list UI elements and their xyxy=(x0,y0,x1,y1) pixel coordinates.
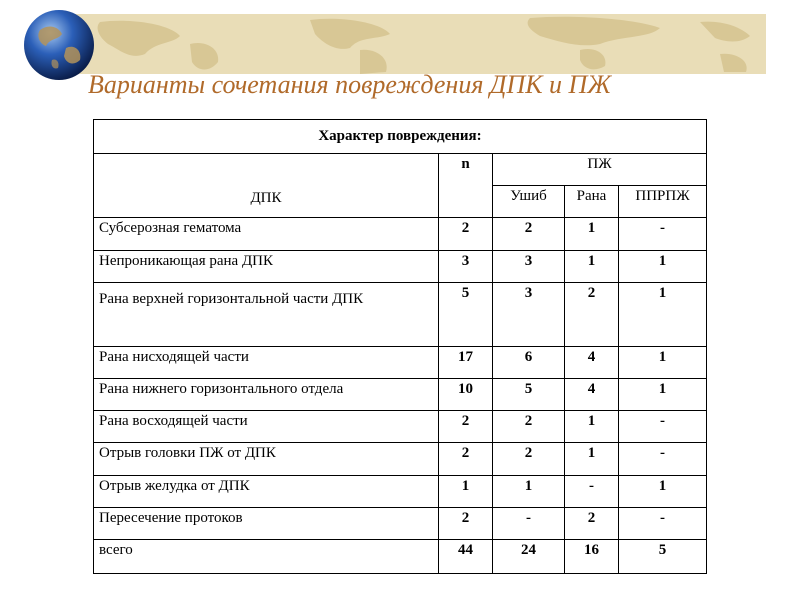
row-label: Рана верхней горизонтальной части ДПК xyxy=(94,282,439,346)
total-wound: 16 xyxy=(565,539,619,573)
header-banner xyxy=(60,14,766,74)
row-label: Отрыв головки ПЖ от ДПК xyxy=(94,443,439,475)
cell-n: 2 xyxy=(439,411,493,443)
cell-pprpzh: - xyxy=(619,443,707,475)
total-n: 44 xyxy=(439,539,493,573)
table-caption: Характер повреждения: xyxy=(94,120,707,154)
table-header-row xyxy=(94,154,707,186)
cell-wound: 4 xyxy=(565,346,619,378)
cell-n: 10 xyxy=(439,379,493,411)
cell-wound: 1 xyxy=(565,411,619,443)
cell-contusion: 2 xyxy=(493,411,565,443)
table-row xyxy=(94,218,707,250)
cell-n: 1 xyxy=(439,475,493,507)
cell-contusion: 3 xyxy=(493,250,565,282)
cell-contusion: 2 xyxy=(493,218,565,250)
cell-contusion: 6 xyxy=(493,346,565,378)
cell-contusion: 1 xyxy=(493,475,565,507)
cell-wound: 1 xyxy=(565,218,619,250)
total-label: всего xyxy=(94,539,439,573)
cell-wound: 1 xyxy=(565,250,619,282)
cell-wound: 4 xyxy=(565,379,619,411)
table-row xyxy=(94,411,707,443)
table-row xyxy=(94,282,707,346)
column-header-pprpzh: ППРПЖ xyxy=(619,186,707,218)
table-row xyxy=(94,379,707,411)
cell-pprpzh: 1 xyxy=(619,282,707,346)
table-row xyxy=(94,507,707,539)
cell-contusion: - xyxy=(493,507,565,539)
row-label: Субсерозная гематома xyxy=(94,218,439,250)
cell-contusion: 5 xyxy=(493,379,565,411)
slide-title: Варианты сочетания повреждения ДПК и ПЖ xyxy=(88,70,612,99)
table-row xyxy=(94,443,707,475)
cell-contusion: 3 xyxy=(493,282,565,346)
table-row xyxy=(94,475,707,507)
column-group-pzh: ПЖ xyxy=(493,154,707,186)
table-caption-row xyxy=(94,120,707,154)
cell-pprpzh: 1 xyxy=(619,250,707,282)
cell-wound: 2 xyxy=(565,507,619,539)
cell-pprpzh: - xyxy=(619,507,707,539)
row-label: Рана восходящей части xyxy=(94,411,439,443)
cell-contusion: 2 xyxy=(493,443,565,475)
column-header-n: n xyxy=(439,154,493,218)
total-contusion: 24 xyxy=(493,539,565,573)
row-label: Рана нисходящей части xyxy=(94,346,439,378)
injury-combinations-table xyxy=(93,119,707,574)
cell-wound: 2 xyxy=(565,282,619,346)
cell-n: 3 xyxy=(439,250,493,282)
row-label: Рана нижнего горизонтального отдела xyxy=(94,379,439,411)
globe-icon xyxy=(22,8,96,82)
cell-n: 2 xyxy=(439,443,493,475)
total-pprpzh: 5 xyxy=(619,539,707,573)
cell-wound: - xyxy=(565,475,619,507)
cell-pprpzh: - xyxy=(619,218,707,250)
cell-pprpzh: - xyxy=(619,411,707,443)
cell-n: 2 xyxy=(439,507,493,539)
column-header-wound: Рана xyxy=(565,186,619,218)
row-label: Пересечение протоков xyxy=(94,507,439,539)
cell-n: 17 xyxy=(439,346,493,378)
table-row xyxy=(94,250,707,282)
cell-pprpzh: 1 xyxy=(619,346,707,378)
cell-n: 2 xyxy=(439,218,493,250)
column-header-contusion: Ушиб xyxy=(493,186,565,218)
table-total-row xyxy=(94,539,707,573)
row-label: Непроникающая рана ДПК xyxy=(94,250,439,282)
table-row xyxy=(94,346,707,378)
column-header-dpk: ДПК xyxy=(94,154,439,218)
row-label: Отрыв желудка от ДПК xyxy=(94,475,439,507)
cell-pprpzh: 1 xyxy=(619,475,707,507)
cell-n: 5 xyxy=(439,282,493,346)
world-map-decoration xyxy=(60,14,766,74)
cell-pprpzh: 1 xyxy=(619,379,707,411)
cell-wound: 1 xyxy=(565,443,619,475)
